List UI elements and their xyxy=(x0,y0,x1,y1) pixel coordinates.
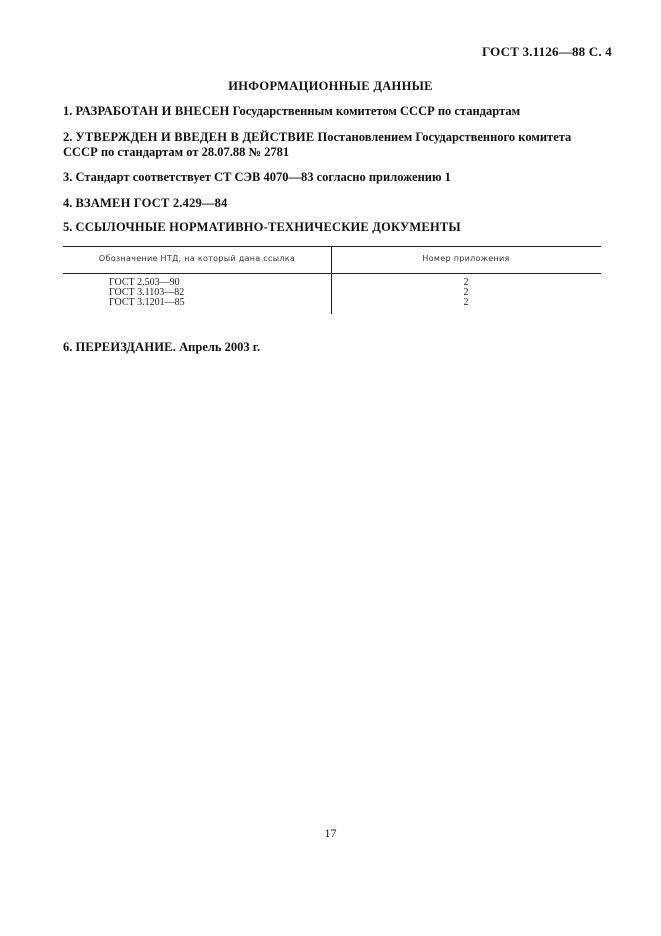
item-number: 5. xyxy=(63,220,73,234)
ntd-reference-table xyxy=(63,246,601,316)
info-item-5 xyxy=(63,220,608,235)
table-top-rule xyxy=(63,246,601,247)
table-cell-doc: ГОСТ 2.503—90 xyxy=(109,277,180,288)
table-header-appendix: Номер приложения xyxy=(422,254,510,263)
page-number: 17 xyxy=(324,826,337,840)
item-lead: ССЫЛОЧНЫЕ НОРМАТИВНО-ТЕХНИЧЕСКИЕ ДОКУМЕНТЫ xyxy=(75,220,461,234)
item-text: Стандарт соответствует СТ СЭВ 4070—83 согласно приложению 1 xyxy=(75,170,451,184)
item-number: 2. xyxy=(63,130,73,144)
table-cell-doc: ГОСТ 3.1201—85 xyxy=(109,297,185,308)
table-cell-appendix: 2 xyxy=(463,277,469,288)
info-item-3 xyxy=(63,170,608,185)
table-column-docs xyxy=(109,278,185,308)
item-lead: УТВЕРЖДЕН И ВВЕДЕН В ДЕЙСТВИЕ xyxy=(75,130,315,144)
item-text: Государственным комитетом СССР по стандартам xyxy=(232,104,521,118)
item-text: Апрель 2003 г. xyxy=(179,340,261,354)
section-title: ИНФОРМАЦИОННЫЕ ДАННЫЕ xyxy=(228,79,433,93)
table-cell-appendix: 2 xyxy=(463,297,469,308)
item-lead: ПЕРЕИЗДАНИЕ. xyxy=(75,340,177,354)
item-lead: РАЗРАБОТАН И ВНЕСЕН xyxy=(75,104,230,118)
item-lead: ВЗАМЕН ГОСТ 2.429—84 xyxy=(75,196,228,210)
table-cell-doc: ГОСТ 3.1103—82 xyxy=(109,287,185,298)
info-item-1 xyxy=(63,104,608,119)
table-header-ntd: Обозначение НТД, на который дана ссылка xyxy=(98,254,296,263)
item-number: 4. xyxy=(63,196,73,210)
item-number: 6. xyxy=(63,340,73,354)
table-cell-appendix: 2 xyxy=(463,287,469,298)
info-item-2 xyxy=(63,130,608,160)
info-item-6 xyxy=(63,340,608,355)
item-number: 3. xyxy=(63,170,73,184)
info-item-4 xyxy=(63,196,608,211)
document-reference: ГОСТ 3.1126—88 С. 4 xyxy=(482,44,612,59)
table-header-rule xyxy=(63,273,601,274)
item-text: Постановлением Государственного комитета СССР по стандартам от 28.07.88 № 2781 xyxy=(63,130,572,159)
item-number: 1. xyxy=(63,104,73,118)
table-column-appendix xyxy=(331,278,601,308)
